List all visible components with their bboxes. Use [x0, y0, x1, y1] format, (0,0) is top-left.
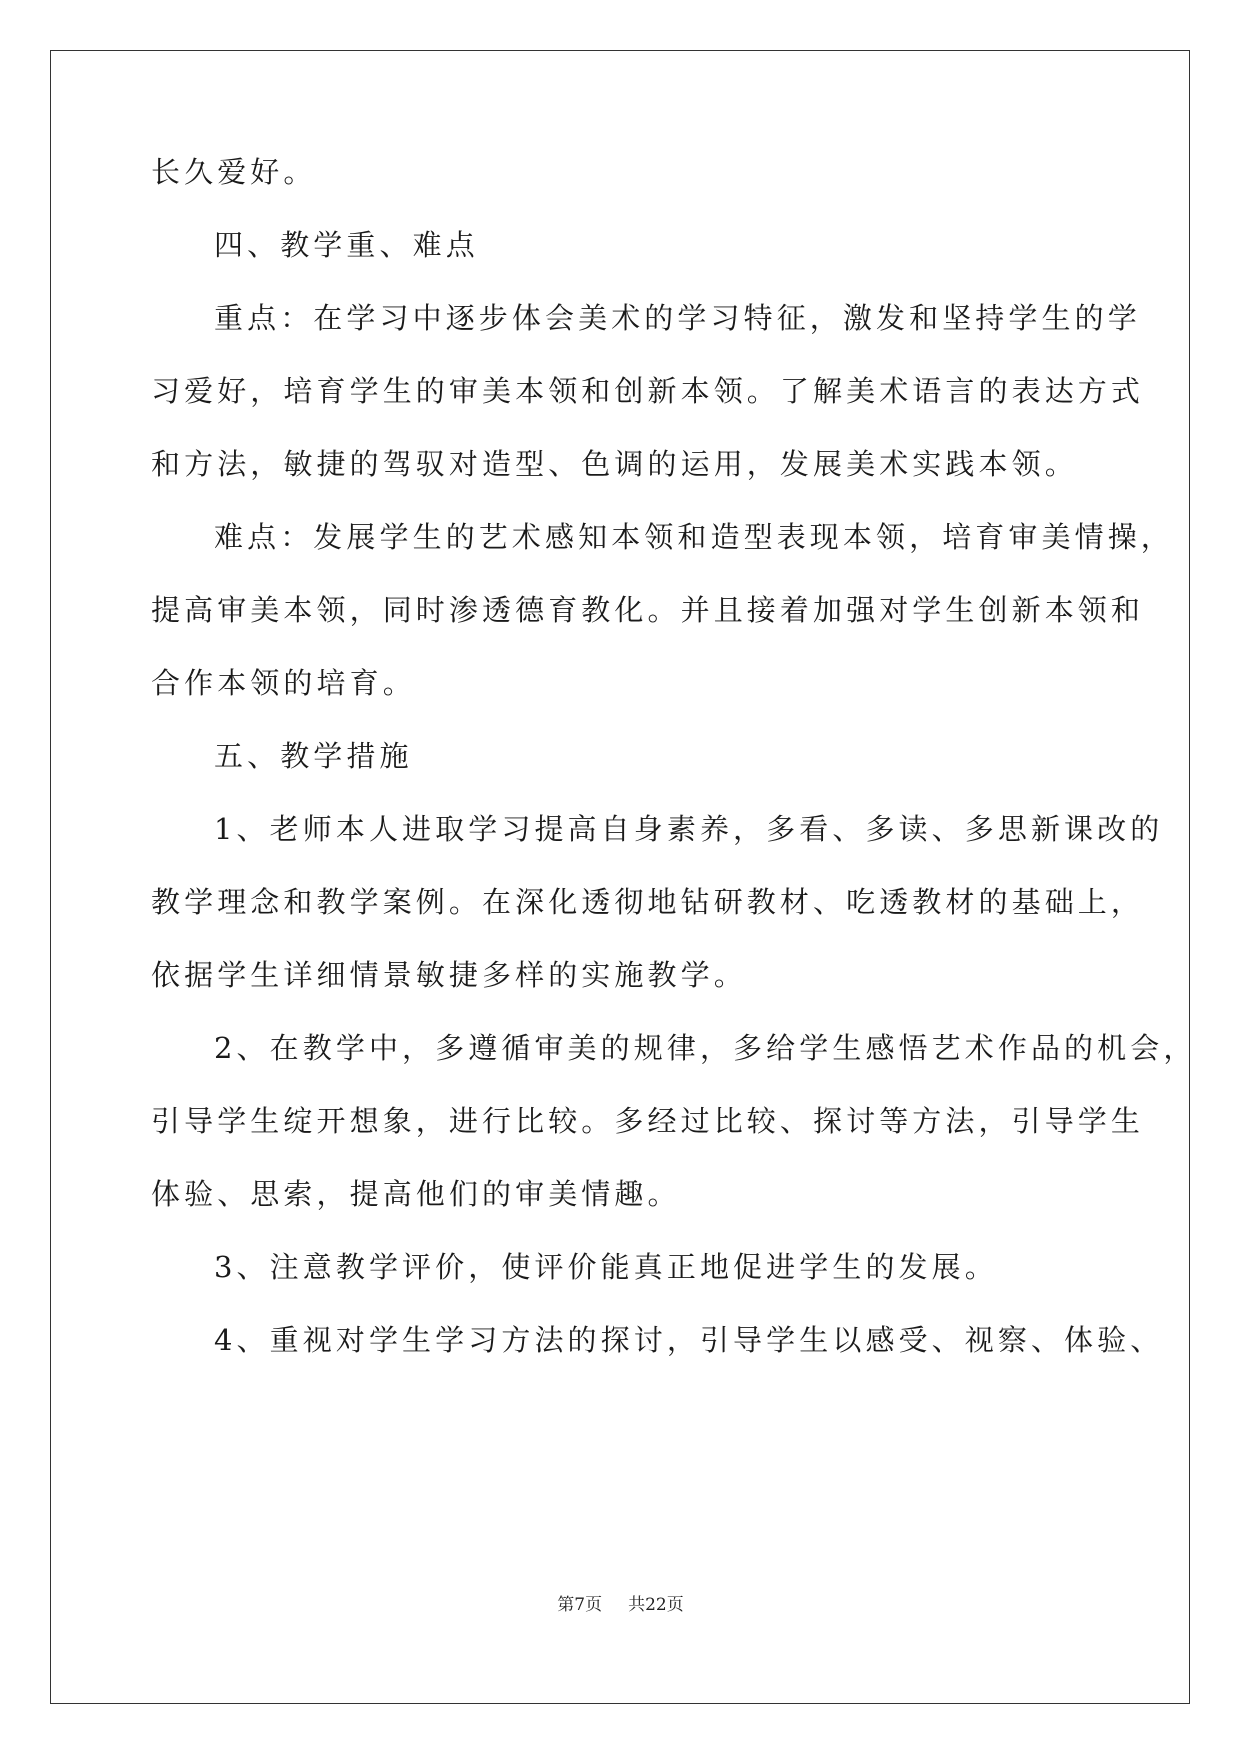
page-footer — [0, 1590, 1241, 1615]
page-total: 共22页 — [628, 1595, 684, 1615]
body-line: 依据学生详细情景敏捷多样的实施教学。 — [151, 958, 747, 992]
page-number: 第7页 — [557, 1595, 603, 1615]
body-line: 习爱好，培育学生的审美本领和创新本领。了解美术语言的表达方式 — [151, 374, 1145, 408]
body-line: 2、在教学中，多遵循审美的规律，多给学生感悟艺术作品的机会， — [214, 1031, 1197, 1065]
body-line: 引导学生绽开想象，进行比较。多经过比较、探讨等方法，引导学生 — [151, 1104, 1145, 1138]
body-line: 重点：在学习中逐步体会美术的学习特征，激发和坚持学生的学 — [214, 301, 1141, 335]
body-line: 和方法，敏捷的驾驭对造型、色调的运用，发展美术实践本领。 — [151, 447, 1078, 481]
body-line: 4、重视对学生学习方法的探讨，引导学生以感受、视察、体验、 — [214, 1323, 1164, 1357]
section-heading: 四、教学重、难点 — [214, 228, 479, 262]
body-line: 难点：发展学生的艺术感知本领和造型表现本领，培育审美情操， — [214, 520, 1174, 554]
body-line: 教学理念和教学案例。在深化透彻地钻研教材、吃透教材的基础上， — [151, 885, 1145, 919]
body-line: 体验、思索，提高他们的审美情趣。 — [151, 1177, 681, 1211]
section-heading: 五、教学措施 — [214, 739, 413, 773]
body-line: 3、注意教学评价，使评价能真正地促进学生的发展。 — [214, 1250, 998, 1284]
body-line: 提高审美本领，同时渗透德育教化。并且接着加强对学生创新本领和 — [151, 593, 1145, 627]
body-line: 长久爱好。 — [151, 155, 317, 189]
body-line: 合作本领的培育。 — [151, 666, 416, 700]
body-line: 1、老师本人进取学习提高自身素养，多看、多读、多思新课改的 — [214, 812, 1164, 846]
